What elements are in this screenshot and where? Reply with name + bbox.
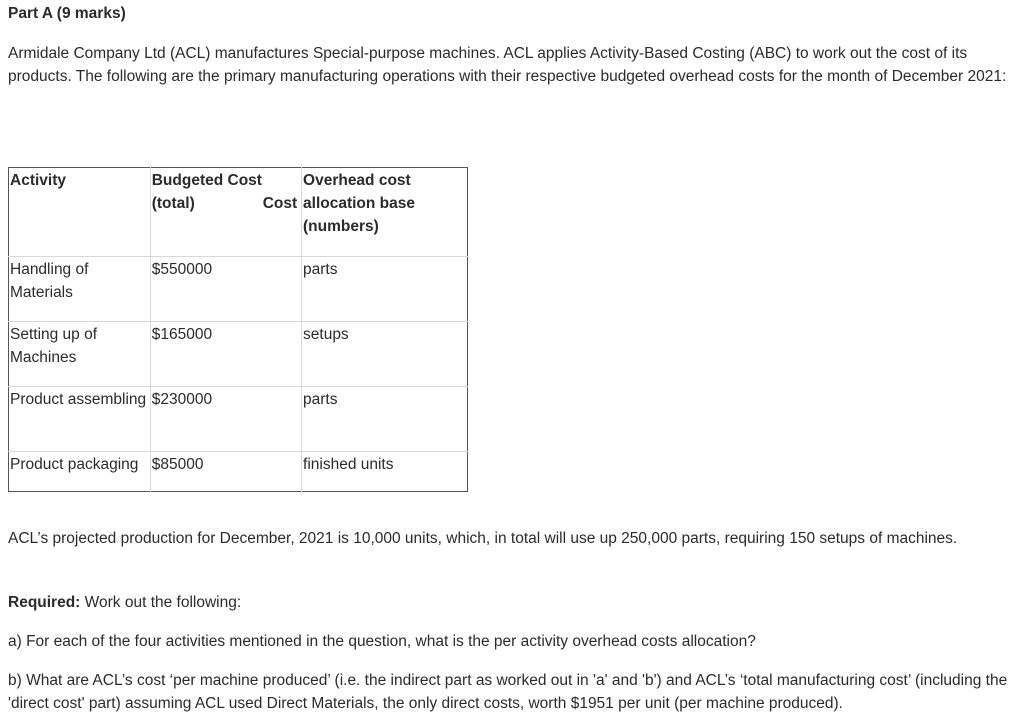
table-row (9, 322, 468, 387)
header-allocation-base: Overhead cost allocation base (numbers) (302, 168, 468, 257)
cell-cost: $165000 (150, 322, 301, 387)
cell-cost: $550000 (150, 257, 301, 322)
table-row (9, 387, 468, 452)
table-header-row (9, 168, 468, 257)
cell-activity: Product assembling (9, 387, 151, 452)
required-line (8, 591, 241, 614)
cell-activity: Product packaging (9, 452, 151, 492)
table-row (9, 452, 468, 492)
question-b: b) What are ACL’s cost ‘per machine produced’ (i.e. the indirect part as worked out in 'a' and 'b') and ACL’s ‘total manufacturing cost’ (including the 'direct cost' part) assuming ACL used Direct Materials, the only direct costs, worth $1951 per unit (per machine produced). (8, 672, 1008, 712)
required-label: Required: (8, 594, 81, 611)
intro-paragraph: Armidale Company Ltd (ACL) manufactures Special-purpose machines. ACL applies Activity-Based Costing (ABC) to work out the cost of its products. The following are the primary manufacturing operations with their respective budgeted overhead costs for the month of December 2021: (8, 45, 1007, 85)
header-budgeted-cost (150, 168, 301, 257)
cell-cost: $230000 (150, 387, 301, 452)
required-text: Work out the following: (80, 594, 242, 611)
cell-activity: Handling of Materials (9, 257, 151, 322)
cell-cost: $85000 (150, 452, 301, 492)
cell-base: parts (302, 257, 468, 322)
activity-cost-table (8, 167, 468, 492)
header-budgeted-cost-text: Budgeted Cost (total) (151, 172, 262, 212)
cell-base: setups (302, 322, 468, 387)
cell-base: finished units (302, 452, 468, 492)
projected-production-paragraph: ACL’s projected production for December, 2021 is 10,000 units, which, in total will use up 250,000 parts, requiring 150 setups of machines. (8, 530, 958, 547)
cell-base: parts (302, 387, 468, 452)
cell-activity: Setting up of Machines (9, 322, 151, 387)
question-a: a) For each of the four activities mentioned in the question, what is the per activity overhead costs allocation? (8, 633, 756, 650)
part-title: Part A (9 marks) (8, 5, 126, 22)
table-row (9, 257, 468, 322)
header-cost-fragment: Cost (262, 195, 298, 212)
header-activity: Activity (9, 168, 151, 257)
